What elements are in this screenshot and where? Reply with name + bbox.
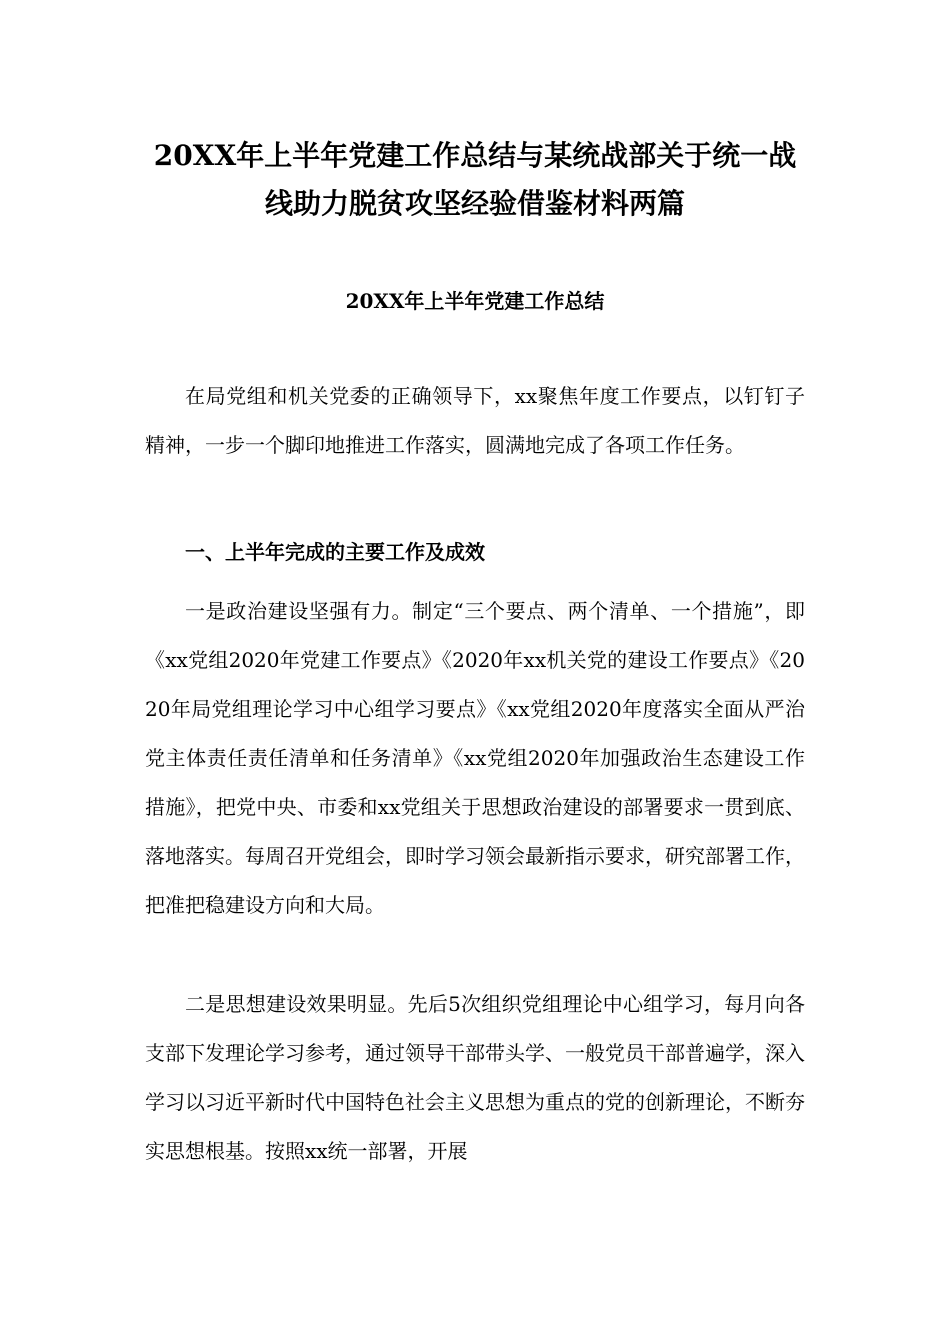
intro-paragraph: 在局党组和机关党委的正确领导下，xx聚焦年度工作要点，以钉钉子精神，一步一个脚印地推进工作落实，圆满地完成了各项工作任务。: [145, 384, 805, 457]
section-title: 20XX年上半年党建工作总结: [345, 289, 605, 313]
document-title: 20XX年上半年党建工作总结与某统战部关于统一战线助力脱贫攻坚经验借鉴材料两篇: [153, 139, 797, 220]
paragraph-ideological-building: 二是思想建设效果明显。先后5次组织党组理论中心组学习，每月向各支部下发理论学习参考，通过领导干部带头学、一般党员干部普遍学，深入学习以习近平新时代中国特色社会主义思想为重点的党的创新理论，不断夯实思想根基。按照xx统一部署，开展: [145, 992, 805, 1163]
paragraph-political-building: 一是政治建设坚强有力。制定“三个要点、两个清单、一个措施”，即《xx党组2020年党建工作要点》《2020年xx机关党的建设工作要点》《2020年局党组理论学习中心组学习要点》《xx党组2020年度落实全面从严治党主体责任责任清单和任务清单》《xx党组2020年加强政治生态建设工作措施》，把党中央、市委和xx党组关于思想政治建设的部署要求一贯到底、落地落实。每周召开党组会，即时学习领会最新指示要求，研究部署工作，把准把稳建设方向和大局。: [145, 599, 805, 917]
section-heading: 一、上半年完成的主要工作及成效: [185, 540, 485, 564]
